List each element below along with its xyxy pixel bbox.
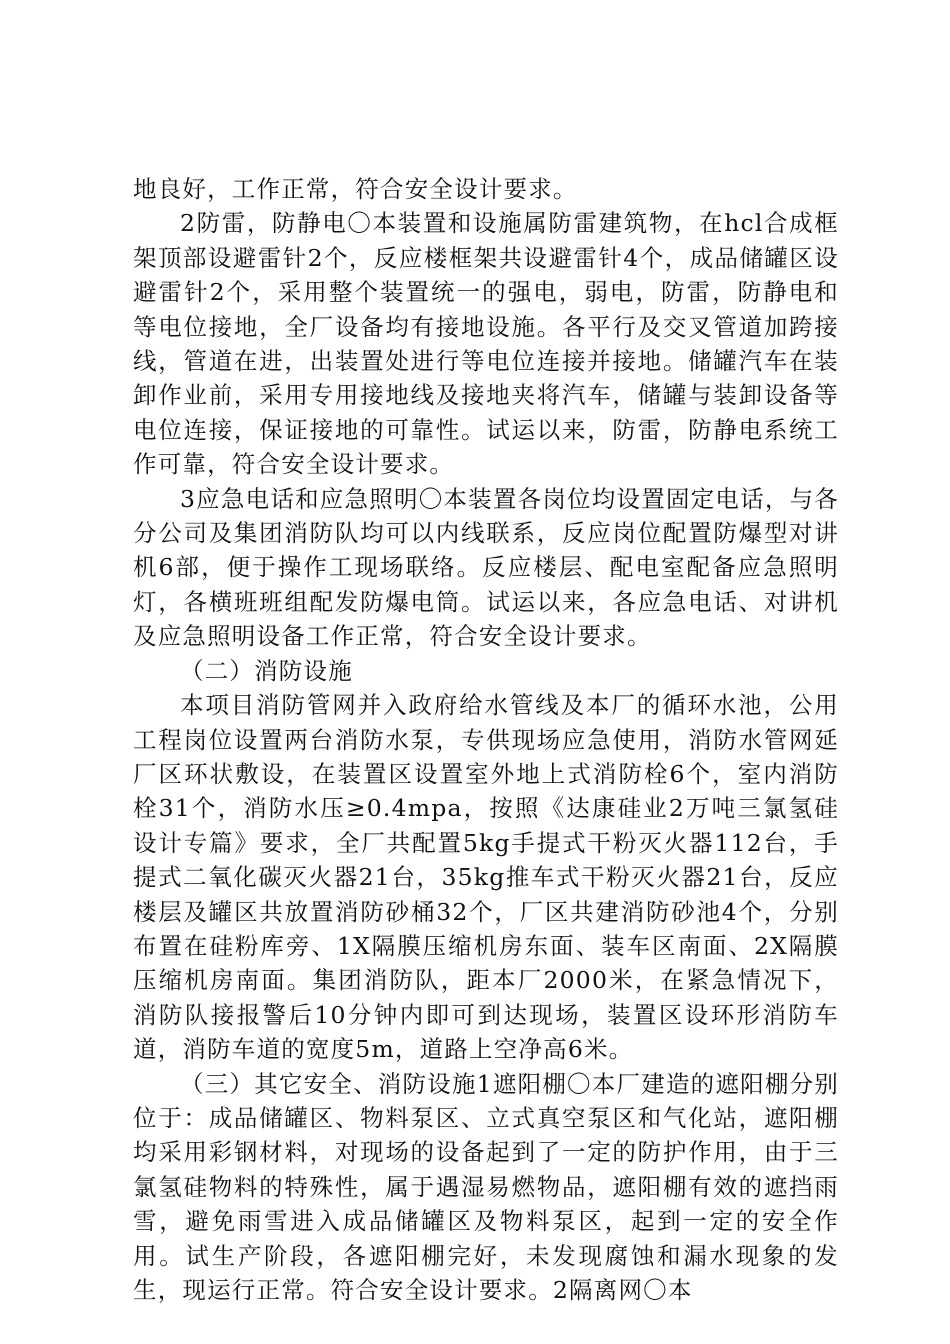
paragraph-other-facilities: （三）其它安全、消防设施1遮阳棚〇本厂建造的遮阳棚分别位于：成品储罐区、物料泵区、立式真空泵区和气化站，遮阳棚均采用彩钢材料，对现场的设备起到了一定的防护作用，由于三氯氢硅物料的特殊性，属于遇湿易燃物品，遮阳棚有效的遮挡雨雪，避免雨雪进入成品储罐区及物料泵区，起到一定的安全作用。试生产阶段，各遮阳棚完好，未发现腐蚀和漏水现象的发生，现运行正常。符合安全设计要求。2隔离网〇本 [133,1069,839,1304]
paragraph-continuation: 地良好，工作正常，符合安全设计要求。 [133,175,578,203]
paragraph-emergency-phone-lighting: 3应急电话和应急照明〇本装置各岗位均设置固定电话，与各分公司及集团消防队均可以内线联系，反应岗位配置防爆型对讲机6部，便于操作工现场联络。反应楼层、配电室配备应急照明灯，各横班班组配发防爆电筒。试运以来，各应急电话、对讲机及应急照明设备工作正常，符合安全设计要求。 [133,484,839,651]
paragraph-fire-network: 本项目消防管网并入政府给水管线及本厂的循环水池，公用工程岗位设置两台消防水泵，专供现场应急使用，消防水管网延厂区环状敷设，在装置区设置室外地上式消防栓6个，室内消防栓31个，消防水压≥0.4mpa，按照《达康硅业2万吨三氯氢硅设计专篇》要求，全厂共配置5kg手提式干粉灭火器112台，手提式二氧化碳灭火器21台，35kg推车式干粉灭火器21台，反应楼层及罐区共放置消防砂桶32个，厂区共建消防砂池4个，分别布置在硅粉库旁、1X隔膜压缩机房东面、装车区南面、2X隔膜压缩机房南面。集团消防队，距本厂2000米，在紧急情况下，消防队接报警后10分钟内即可到达现场，装置区设环形消防车道，消防车道的宽度5m，道路上空净高6米。 [133,691,839,1064]
section-heading-fire-facilities: （二）消防设施 [180,656,353,685]
paragraph-lightning-protection: 2防雷，防静电〇本装置和设施属防雷建筑物，在hcl合成框架顶部设避雷针2个，反应楼框架共设避雷针4个，成品储罐区设避雷针2个，采用整个装置统一的强电，弱电，防雷，防静电和等电位接地，全厂设备均有接地设施。各平行及交叉管道加跨接线，管道在进，出装置处进行等电位连接并接地。储罐汽车在装卸作业前，采用专用接地线及接地夹将汽车，储罐与装卸设备等电位连接，保证接地的可靠性。试运以来，防雷，防静电系统工作可靠，符合安全设计要求。 [133,209,839,479]
body-text [133,172,839,1307]
